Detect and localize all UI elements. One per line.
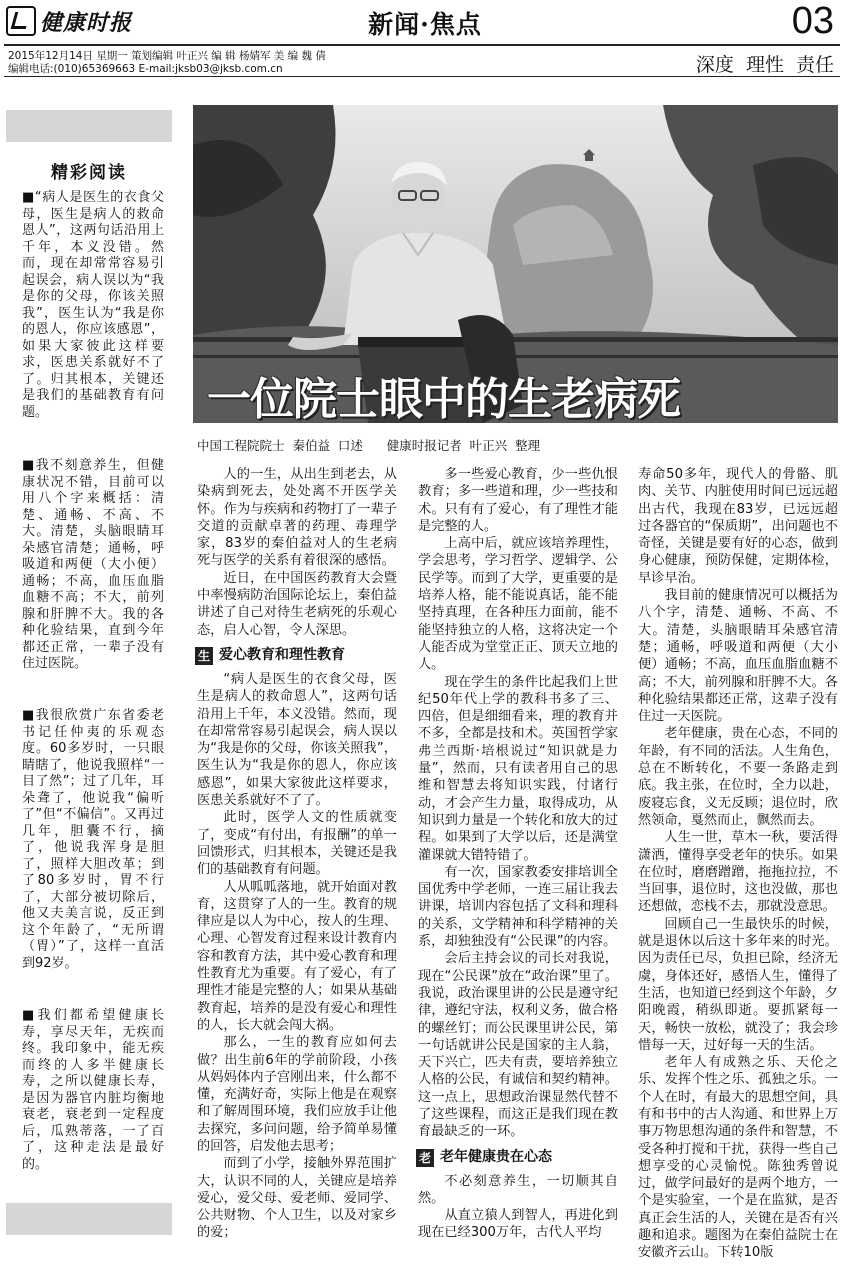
sidebar-bottom-band xyxy=(6,1203,172,1235)
paragraph: 而到了小学，接触外界范围扩大，认识不同的人，关键应是培养爱心，爱父母、爱老师、爱同学、公共财物、个人卫生，以及对家乡的爱； xyxy=(197,1156,397,1241)
sidebar-title: 精彩阅读 xyxy=(51,163,127,183)
subheading-2 xyxy=(416,1149,618,1167)
paragraph: 现在学生的条件比起我们上世纪50年代上学的教科书多了三、四倍，但是细细看来，理的教育并不多，全都是技和术。英国哲学家弗兰西斯·培根说过“知识就是力量”，然而，只有读者用自己的思维和智慧去将知识实践，付诸行动，才会产生力量，取得成功，从知识到力量是一个转化和放大的过程。如果到了大学以后，还是满堂灌课就大错特错了。 xyxy=(418,674,618,863)
logo-mark-icon xyxy=(6,6,36,36)
article-headline: 一位院士眼中的生老病死 xyxy=(207,374,680,423)
newspaper-logo xyxy=(6,4,156,38)
section-tagline: 深度 理性 责任 xyxy=(695,54,834,76)
editor-credits: 2015年12月14日 星期一 策划编辑 叶正兴 编 辑 杨婧军 美 编 魏 倩 xyxy=(8,50,326,62)
paragraph: 人从呱呱落地，就开始面对教育，这贯穿了人的一生。教育的规律应是以人为中心，按人的生理、心理、心智发育过程来设计教育内容和教育方法，其中爱心教育和理性教育尤为重要。有了爱心，有了理性才能是完整的人；如果从基础教育起，培养的是没有爱心和理性的人，长大就会闯大祸。 xyxy=(197,879,397,1033)
paragraph: 人的一生，从出生到老去，从染病到死去，处处离不开医学关怀。作为与疾病和药物打了一辈子交道的贡献卓著的药理、毒理学家，83岁的秦伯益对人的生老病死与医学的关系有着很深的感悟。 xyxy=(197,467,397,569)
paragraph: 此时，医学人文的性质就变了，变成“有付出，有报酬”的单一回馈形式，归其根本，关键还是我们的基础教育有问题。 xyxy=(197,810,397,878)
paragraph: “病人是医生的衣食父母，医生是病人的救命恩人”，这两句话沿用上千年，本义没错。然而，现在却常常容易引起误会，病人误以为“我是你的父母，你该关照我”，医生认为“我是你的恩人，你应该感恩”，如果大家彼此这样要求，医患关系就好不了了。 xyxy=(197,671,397,809)
paragraph: 回顾自己一生最快乐的时候，就是退休以后这十多年来的时光。因为责任已尽，负担已除，经济无虞，身体还好，感悟人生，懂得了生活，也知道已经到这个年龄，夕阳晚霞，稍纵即逝。要抓紧每一天，畅快一放松，就没了；我会珍惜每一天，过好每一天的生活。 xyxy=(638,916,838,1053)
paragraph: 上高中后，就应该培养理性，学会思考，学习哲学、逻辑学、公民学等。而到了大学，更重要的是培养人格，能不能说真话，能不能坚持真理，在各种压力面前，能不能坚持独立的人格，这将决定一个人能否成为堂堂正正、顶天立地的人。 xyxy=(418,536,618,673)
sidebar-item: ■我不刻意养生，但健康状况不错，目前可以用八个字来概括：清楚、通畅、不高、不大。清楚，头脑眼睛耳朵感官清楚；通畅，呼吸道和两便（大小便）通畅；不高，血压血脂血糖不高；不大，前列腺和肝脾不大。我的各种化验结果，直到今年都还正常，一辈子没有住过医院。 xyxy=(22,458,164,671)
subheading-marker: 生 xyxy=(195,647,213,665)
paragraph: 有一次，国家教委安排培训全国优秀中学老师，一连三届让我去讲课，培训内容包括了文科和理科的关系，文学精神和科学精神的关系，却独独没有“公民课”的内容。 xyxy=(418,864,618,950)
section-title: 新闻·焦点 xyxy=(368,10,482,39)
article-column-3 xyxy=(638,466,838,1262)
logo-text: 健康时报 xyxy=(40,9,133,36)
sidebar-top-band xyxy=(6,110,172,142)
paragraph: 人生一世，草木一秋，要活得潇洒，懂得享受老年的快乐。如果在位时，磨磨蹭蹭，拖拖拉拉，不当回事，退位时，这也没做，那也还想做，恋栈不去，那就没意思。 xyxy=(638,830,838,915)
sidebar-item: ■我们都希望健康长寿，享尽天年，无疾而终。我印象中，能无疾而终的人多半健康长寿，之所以健康长寿，是因为器官内脏均衡地衰老，衰老到一定程度后，瓜熟蒂落，一了百了，这种走法是最好的。 xyxy=(22,1008,164,1172)
subheading-text: 爱心教育和理性教育 xyxy=(219,647,345,664)
subheading-1 xyxy=(195,647,397,665)
article-column-2 xyxy=(418,466,618,1242)
editor-contact: 编辑电话:(010)65369663 E-mail:jksb03@jksb.com.cn xyxy=(8,63,283,75)
sidebar-item: ■“病人是医生的衣食父母，医生是病人的救命恩人”，这两句话沿用上千年，本义没错。然而，现在却常常容易引起误会，病人误以为“我是你的父母，你该关照我”，医生认为“我是你的恩人，你应该感恩”，如果大家彼此这样要求，医患关系就好不了了。归其根本，关键还是我们的基础教育有问题。 xyxy=(22,190,164,420)
paragraph: 那么，一生的教育应如何去做？出生前6年的学前阶段，小孩从妈妈体内子宫刚出来，什么都不懂，充满好奇，实际上他是在观察和了解周围环境，我们应放手让他去探究，多问问题，给予简单易懂的回答，启发他去思考； xyxy=(197,1035,397,1154)
lead-photo xyxy=(193,105,838,423)
subheading-text: 老年健康贵在心态 xyxy=(440,1148,552,1165)
paragraph: 从直立猿人到智人，再进化到现在已经300万年，古代人平均 xyxy=(418,1208,618,1241)
paragraph: 近日，在中国医药教育大会暨中率慢病防治国际论坛上，秦伯益讲述了自己对待生老病死的乐观心态，启人心智，令人深思。 xyxy=(197,570,397,638)
page-number: 03 xyxy=(791,0,834,42)
paragraph: 我目前的健康情况可以概括为八个字，清楚、通畅、不高、不大。清楚，头脑眼睛耳朵感官清楚；通畅，呼吸道和两便（大小便）通畅；不高，血压血脂血糖不高；不大，前列腺和肝脾不大。各种化验结果都还正常，这辈子没有住过一天医院。 xyxy=(638,588,838,725)
header-rule xyxy=(4,44,840,46)
highlights-sidebar xyxy=(6,110,172,1235)
sidebar-item: ■我很欣赏广东省委老书记任仲夷的乐观态度。60多岁时，一只眼睛瞎了，他说我照样“一目了然”；过了几年，耳朵聋了，他说我“偏听了”但“不偏信”。又再过几年，胆囊不行，摘了，他说我浑身是胆了，照样大胆改革；到了80多岁时，胃不行了，大部分被切除后，他又夫美言说，反正到这个年龄了，“无所谓（胃）”了，这样一直活到92岁。 xyxy=(22,708,164,971)
article-column-1 xyxy=(197,466,397,1242)
paragraph: 老年健康，贵在心态，不同的年龄，有不同的活法。人生角色，总在不断转化，不要一条路走到底。我主张，在位时，全力以赴，废寝忘食，义无反顾；退位时，欣然领命，戛然而止，飘然而去。 xyxy=(638,726,838,828)
paragraph: 寿命50多年，现代人的骨骼、肌肉、关节、内脏使用时间已远远超出古代，我现在83岁，已远远超过各器官的“保质期”，出问题也不奇怪，关键是要有好的心态，做到身心健康，预防保健，定期体检，早诊早治。 xyxy=(638,467,838,586)
paragraph: 会后主持会议的司长对我说，现在“公民课”放在“政治课”里了。我说，政治课里讲的公民是遵守纪律，遵纪守法，权利义务，做合格的螺丝钉；而公民课里讲公民，第一句话就讲公民是国家的主人翁，天下兴亡，匹夫有责，要培养独立人格的公民，有诚信和契约精神。这一点上，思想政治课显然代替不了这些课程，而这正是我们现在教育最缺乏的一环。 xyxy=(418,951,618,1140)
article-byline: 中国工程院院士 秦伯益 口述 健康时报记者 叶正兴 整理 xyxy=(197,438,541,453)
subheader-rule xyxy=(4,76,840,77)
paragraph: 不必刻意养生，一切顺其自然。 xyxy=(418,1173,618,1206)
paragraph: 老年人有成熟之乐、天伦之乐、发挥个性之乐、孤独之乐。一个人在时，有最大的思想空间，具有和书中的古人沟通、和世界上万事万物思想沟通的条件和智慧，不受各种打搅和干扰，获得一些自己想享受的心灵愉悦。陈独秀曾说过，做学问最好的是两个地方，一个是实验室，一个是在监狱，是否真正会生活的人，关键在是否有兴趣和追求。题图为在秦伯益院士在安徽齐云山。下转10版 xyxy=(638,1055,838,1261)
paragraph: 多一些爱心教育，少一些仇恨教育；多一些道和理，少一些技和术。只有有了爱心，有了理性才能是完整的人。 xyxy=(418,467,618,534)
subheading-marker: 老 xyxy=(416,1149,434,1167)
